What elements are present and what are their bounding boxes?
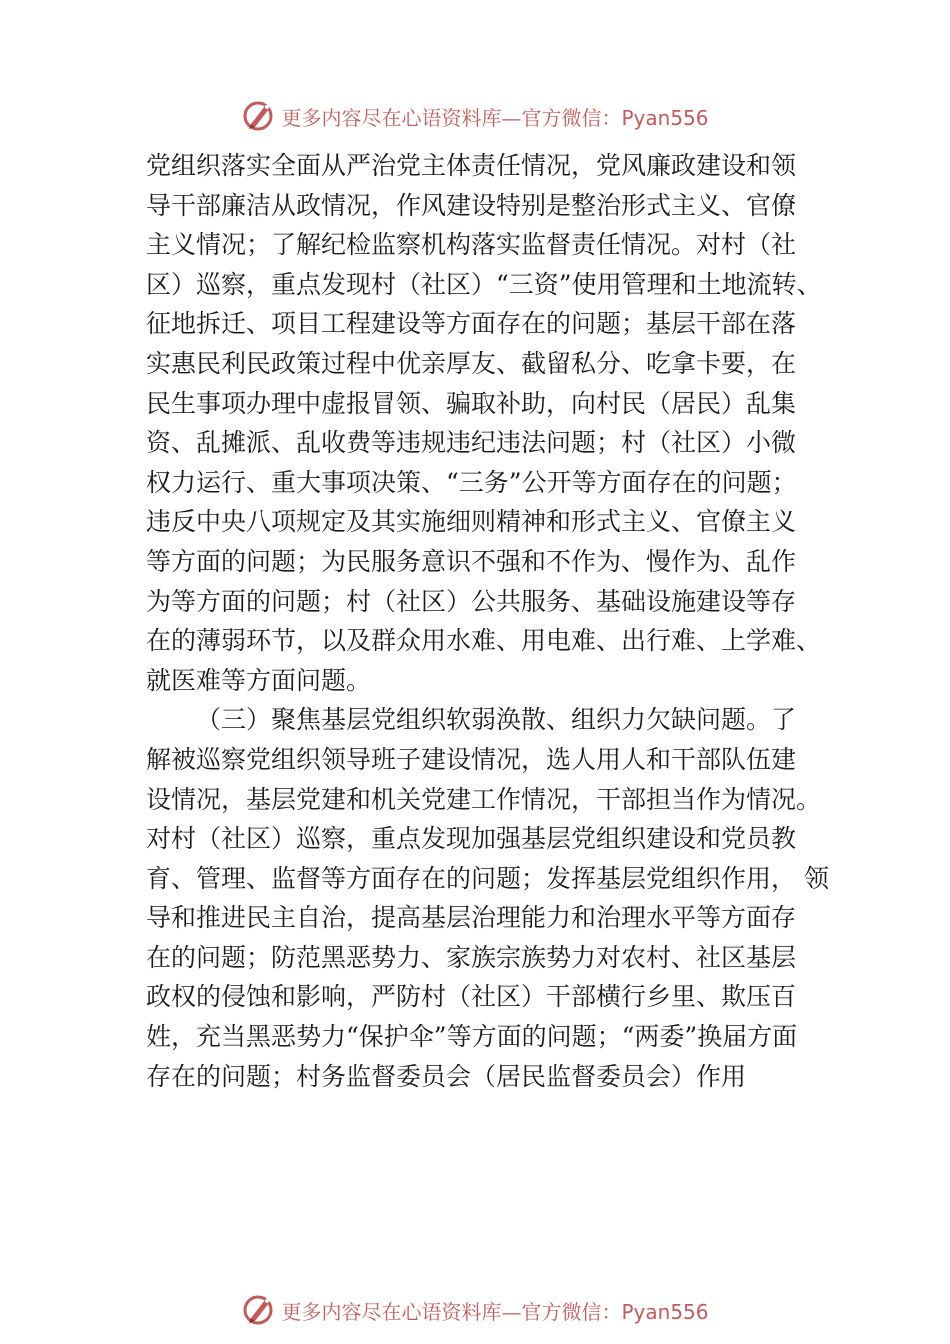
pen-logo-icon xyxy=(241,1292,277,1328)
paragraph-line: 区）巡察，重点发现村（社区）“三资”使用管理和土地流转、 xyxy=(146,269,822,299)
paragraph-line: 导干部廉洁从政情况，作风建设特别是整治形式主义、官僚 xyxy=(146,190,797,220)
footer-watermark xyxy=(0,1290,950,1330)
paragraph-line: 对村（社区）巡察，重点发现加强基层党组织建设和党员教 xyxy=(146,824,797,854)
paragraph-line: 违反中央八项规定及其实施细则精神和形式主义、官僚主义 xyxy=(146,507,797,537)
paragraph-line: 主义情况；了解纪检监察机构落实监督责任情况。对村（社 xyxy=(146,230,797,260)
paragraph-line: 存在的问题；村务监督委员会（居民监督委员会）作用 xyxy=(146,1061,747,1091)
paragraph-line: 姓，充当黑恶势力“保护伞”等方面的问题；“两委”换届方面 xyxy=(146,1022,798,1052)
paragraph-line: 导和推进民主自治，提高基层治理能力和治理水平等方面存 xyxy=(146,903,797,933)
section-heading-line: （三）聚焦基层党组织软弱涣散、组织力欠缺问题。了 xyxy=(196,705,797,735)
paragraph-line: 就医难等方面问题。 xyxy=(146,665,372,695)
watermark-text: 更多内容尽在心语资料库—官方微信：Pyan556 xyxy=(281,1299,709,1324)
paragraph-line: 政权的侵蚀和影响，严防村（社区）干部横行乡里、欺压百 xyxy=(146,982,797,1012)
document-body xyxy=(146,146,829,1096)
paragraph-line: 为等方面的问题；村（社区）公共服务、基础设施建设等存 xyxy=(146,586,797,616)
pen-logo-icon xyxy=(241,98,277,134)
paragraph-line: 民生事项办理中虚报冒领、骗取补助，向村民（居民）乱集 xyxy=(146,388,797,418)
paragraph-line: 设情况，基层党建和机关党建工作情况，干部担当作为情况。 xyxy=(146,784,822,814)
paragraph-line: 等方面的问题；为民服务意识不强和不作为、慢作为、乱作 xyxy=(146,546,797,576)
paragraph-line: 党组织落实全面从严治党主体责任情况，党风廉政建设和领 xyxy=(146,151,797,180)
paragraph-line: 征地拆迁、项目工程建设等方面存在的问题；基层干部在落 xyxy=(146,309,797,339)
paragraph-line: 权力运行、重大事项决策、“三务”公开等方面存在的问题； xyxy=(146,467,797,497)
paragraph-line: 育、管理、监督等方面存在的问题；发挥基层党组织作用， 领 xyxy=(146,863,829,893)
paragraph-line: 资、乱摊派、乱收费等违规违纪违法问题；村（社区）小微 xyxy=(146,428,797,458)
paragraph-line: 实惠民利民政策过程中优亲厚友、截留私分、吃拿卡要，在 xyxy=(146,348,797,378)
header-watermark xyxy=(0,96,950,136)
paragraph-line: 在的薄弱环节，以及群众用水难、用电难、出行难、上学难、 xyxy=(146,626,822,656)
watermark-text: 更多内容尽在心语资料库—官方微信：Pyan556 xyxy=(281,105,709,130)
paragraph-line: 在的问题；防范黑恶势力、家族宗族势力对农村、社区基层 xyxy=(146,942,797,972)
paragraph-line: 解被巡察党组织领导班子建设情况，选人用人和干部队伍建 xyxy=(146,744,797,774)
